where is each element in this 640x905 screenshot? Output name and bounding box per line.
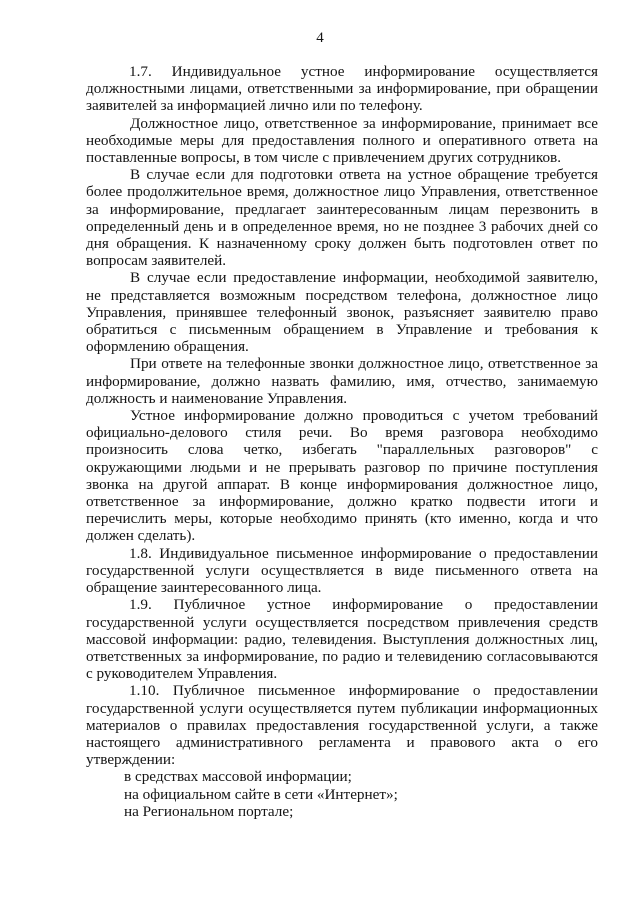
paragraph-1-8: 1.8. Индивидуальное письменное информирование о предоставлении государственной услуги осуществляется в виде письменного ответа на обращение заинтересованного лица. [86, 544, 598, 597]
document-body [86, 63, 598, 820]
list-item-media: в средствах массовой информации; [124, 768, 352, 786]
paragraph-responsible-person: Должностное лицо, ответственное за информирование, принимает все необходимые меры для предоставления полного и оперативного ответа на поставленные вопросы, в том числе с привлечением других сотрудников. [86, 114, 598, 167]
paragraph-1-7: 1.7. Индивидуальное устное информирование осуществляется должностными лицами, ответственными за информирование, при обращении заявителей за информацией лично или по телефону. [86, 63, 598, 115]
paragraph-phone-answer: При ответе на телефонные звонки должностное лицо, ответственное за информирование, должно назвать фамилию, имя, отчество, занимаемую должность и наименование Управления. [86, 355, 598, 407]
page-number: 4 [316, 30, 324, 46]
paragraph-1-9: 1.9. Публичное устное информирование о предоставлении государственной услуги осуществляется посредством привлечения средств массовой информации: радио, телевидения. Выступления должностных лиц, ответственных за информирование, по радио и телевидению согласовываются с руководителем Управления. [86, 596, 598, 683]
list-item-website: на официальном сайте в сети «Интернет»; [124, 785, 398, 803]
paragraph-1-10: 1.10. Публичное письменное информирование о предоставлении государственной услуги осуществляется путем публикации информационных материалов о правилах предоставления государственной услуги, а также настоящего административного регламента и правового акта о его утверждении: [86, 682, 598, 769]
paragraph-callback: В случае если для подготовки ответа на устное обращение требуется более продолжительное время, должностное лицо Управления, ответственное за информирование, предлагает заинтересованным лицам перезвонить в определенный день и в определенное время, но не позднее 3 рабочих дней со дня обращения. К назначенному сроку должен быть подготовлен ответ по вопросам заявителей. [86, 166, 598, 270]
paragraph-oral-style: Устное информирование должно проводиться с учетом требований официально-делового стиля речи. Во время разговора необходимо произносить слова четко, избегать "параллельных разговоров" с окружающими людьми и не прерывать разговор по причине поступления звонка на другой аппарат. В конце информирования должностное лицо, ответственное за информирование, должно кратко подвести итоги и перечислить меры, которые необходимо принять (кто именно, когда и что должен сделать). [86, 407, 598, 545]
paragraph-written-appeal: В случае если предоставление информации, необходимой заявителю, не представляется возможным посредством телефона, должностное лицо Управления, принявшее телефонный звонок, разъясняет заявителю право обратиться с письменным обращением в Управление и требования к оформлению обращения. [86, 269, 598, 356]
list-item-regional-portal: на Региональном портале; [124, 802, 294, 820]
